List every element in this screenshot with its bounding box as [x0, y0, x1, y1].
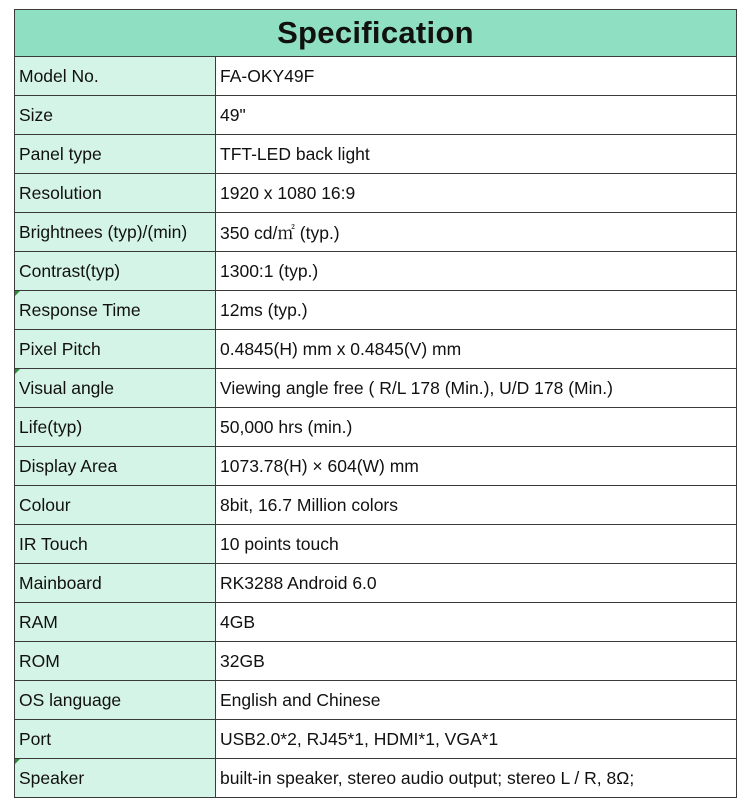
spec-label: Visual angle: [15, 369, 216, 408]
spec-value: FA-OKY49F: [216, 57, 737, 96]
spec-label: Contrast(typ): [15, 252, 216, 291]
spec-row: [15, 213, 737, 252]
spec-label: Model No.: [15, 57, 216, 96]
spec-label: Colour: [15, 486, 216, 525]
spec-label: Resolution: [15, 174, 216, 213]
spec-value: TFT-LED back light: [216, 135, 737, 174]
spec-value: 1920 x 1080 16:9: [216, 174, 737, 213]
spec-value: 0.4845(H) mm x 0.4845(V) mm: [216, 330, 737, 369]
spec-label: OS language: [15, 681, 216, 720]
spec-row: [15, 759, 737, 798]
spec-row: [15, 135, 737, 174]
spec-value: 50,000 hrs (min.): [216, 408, 737, 447]
title-row: [15, 10, 737, 57]
spec-row: [15, 603, 737, 642]
spec-label: IR Touch: [15, 525, 216, 564]
spec-label: Port: [15, 720, 216, 759]
spec-value: 350 cd/㎡ (typ.): [216, 213, 737, 252]
spec-label: Panel type: [15, 135, 216, 174]
spec-value: USB2.0*2, RJ45*1, HDMI*1, VGA*1: [216, 720, 737, 759]
spec-label: Mainboard: [15, 564, 216, 603]
spec-label: Size: [15, 96, 216, 135]
specification-title: Specification: [15, 10, 737, 57]
spec-value: Viewing angle free ( R/L 178 (Min.), U/D 178 (Min.): [216, 369, 737, 408]
spec-row: [15, 447, 737, 486]
spec-value: 1300:1 (typ.): [216, 252, 737, 291]
spec-row: [15, 642, 737, 681]
spec-value: English and Chinese: [216, 681, 737, 720]
spec-row: [15, 57, 737, 96]
spec-value: 8bit, 16.7 Million colors: [216, 486, 737, 525]
spec-row: [15, 291, 737, 330]
spec-label: Display Area: [15, 447, 216, 486]
spec-row: [15, 330, 737, 369]
spec-label: Life(typ): [15, 408, 216, 447]
specification-table: [14, 9, 737, 798]
spec-row: [15, 681, 737, 720]
spec-label: ROM: [15, 642, 216, 681]
spec-value: 4GB: [216, 603, 737, 642]
spec-row: [15, 720, 737, 759]
spec-row: [15, 252, 737, 291]
spec-row: [15, 369, 737, 408]
spec-row: [15, 486, 737, 525]
spec-row: [15, 408, 737, 447]
spec-value: 12ms (typ.): [216, 291, 737, 330]
spec-label: Response Time: [15, 291, 216, 330]
spec-label: Brightnees (typ)/(min): [15, 213, 216, 252]
spec-value: 1073.78(H) × 604(W) mm: [216, 447, 737, 486]
spec-label: Pixel Pitch: [15, 330, 216, 369]
spec-value: RK3288 Android 6.0: [216, 564, 737, 603]
spec-label: Speaker: [15, 759, 216, 798]
spec-value: 10 points touch: [216, 525, 737, 564]
spec-row: [15, 564, 737, 603]
spec-label: RAM: [15, 603, 216, 642]
spec-value: built-in speaker, stereo audio output; stereo L / R, 8Ω;: [216, 759, 737, 798]
spec-row: [15, 525, 737, 564]
spec-value: 32GB: [216, 642, 737, 681]
spec-row: [15, 174, 737, 213]
spec-value: 49": [216, 96, 737, 135]
specification-table-body: [15, 10, 737, 798]
spec-row: [15, 96, 737, 135]
